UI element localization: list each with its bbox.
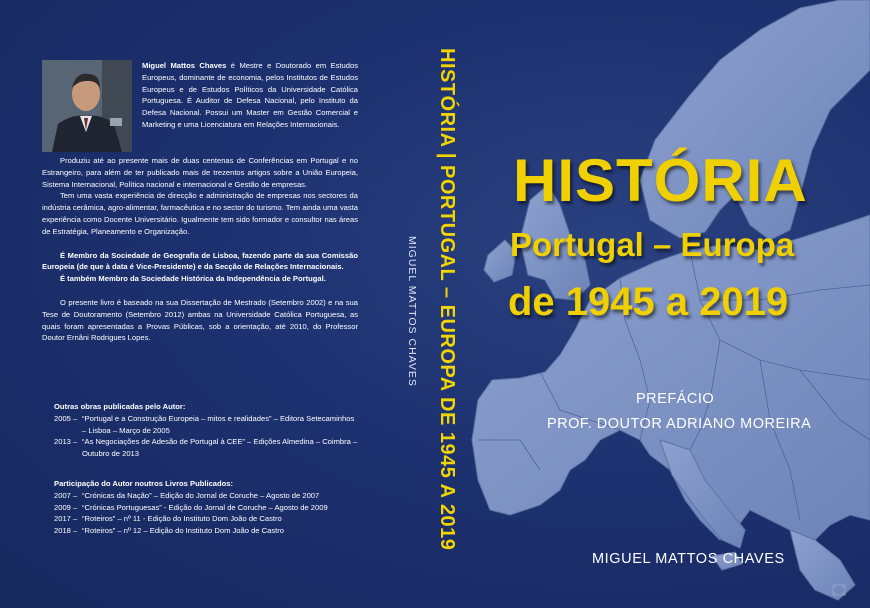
participation-item-text: “Crónicas da Nação” – Edição do Jornal de Coruche – Agosto de 2007 [82,490,320,500]
participation-item [42,490,358,502]
works-item [42,436,358,460]
participation-item-year: 2009 – [54,502,78,512]
bio-author-name: Miguel Mattos Chaves [142,61,227,70]
participation-item-text: “Crónicas Portuguesas” - Edição do Jornal de Coruche – Agosto de 2009 [82,502,328,512]
expand-icon[interactable] [832,584,846,596]
participation-item [42,513,358,525]
front-date-range: de 1945 a 2019 [508,280,789,324]
works-item [42,413,358,437]
participation-item-text: “Roteiros” – nº 11 - Edição do Instituto Dom João de Castro [82,514,282,524]
front-author: MIGUEL MATTOS CHAVES [592,551,785,567]
bio-paragraph-book: O presente livro é baseado na sua Dissertação de Mestrado (Setembro 2002) e na sua Tese de Doutoramento (Setembro 2012) ambas na Universidade Católica Portuguesa, as quais foram apresentadas a Provas Públicas, sob a orientação, até 2010, do Professor Doutor Ernâni Rodrigues Lopes. [42,297,358,343]
front-title: HISTÓRIA [513,147,808,214]
participation-item [42,502,358,514]
author-photo [42,60,132,152]
bio-intro [142,60,358,131]
participation-item-year: 2017 – [54,514,78,524]
bio-paragraph-member-2: É também Membro da Sociedade Histórica da Independência de Portugal. [60,274,326,284]
front-subtitle: Portugal – Europa [510,226,795,263]
works-item-text: “Portugal e a Construção Europeia – mitos e realidades” – Editora Setecaminhos – Lisboa – Março de 2005 [82,413,355,435]
spine-author: MIGUEL MATTOS CHAVES [406,236,418,387]
works-section [42,401,358,460]
works-item-text: “As Negociações de Adesão de Portugal à CEE” – Edições Almedina – Coimbra – Outubro de 2013 [82,437,358,459]
works-heading: Outras obras publicadas pelo Autor: [54,402,186,411]
spine-title: HISTÓRIA | PORTUGAL – EUROPA DE 1945 A 2019 [436,48,458,551]
preface-label: PREFÁCIO [636,391,715,407]
participation-section [42,478,358,537]
participation-heading: Participação do Autor noutros Livros Publicados: [54,479,234,488]
back-cover [0,0,395,608]
participation-item-year: 2018 – [54,526,78,536]
participation-item-text: “Roteiros” – nº 12 – Edição do Instituto Dom João de Castro [82,526,285,536]
participation-item-year: 2007 – [54,490,78,500]
bio-body [42,155,358,344]
works-item-year: 2013 – [54,437,78,447]
bio-intro-text: é Mestre e Doutorado em Estudos Europeus, dominante de economia, pelos Institutos de Estudos Europeus e de Estudos Políticos da Universidade Católica Portuguesa. É Auditor de Defesa Nacional, pelo Instituto da Defesa Nacional. Possui um Master em Gestão Comercial e Marketing e uma Licenciatura em Relações Internacionais. [142,61,359,129]
bio-paragraph-member: É Membro da Sociedade de Geografia de Lisboa, fazendo parte da sua Comissão Europeia (de que à data é Vice-Presidente) e da Secção de Relações Internacionais. [42,250,358,272]
preface-author: PROF. DOUTOR ADRIANO MOREIRA [547,416,812,432]
works-item-year: 2005 – [54,413,78,423]
bio-paragraph-conferences: Produziu até ao presente mais de duas centenas de Conferências em Portugal e no Estrangeiro, para além de ter publicado mais de trezentos artigos sobre a União Europeia, Sistema Internacional, Política nacional e internacional e Gestão de empresas. [42,156,358,189]
participation-item [42,525,358,537]
bio-paragraph-experience: Tem uma vasta experiência de direcção e administração de empresas nos sectores da indústria cerâmica, agro-alimentar, farmacêutica e no sector do turismo. Tem ainda uma vasta experiência como Docente Universitário. Igualmente tem sido formador e consultor nas áreas de Estratégia, Planeamento e Organização. [42,191,358,236]
